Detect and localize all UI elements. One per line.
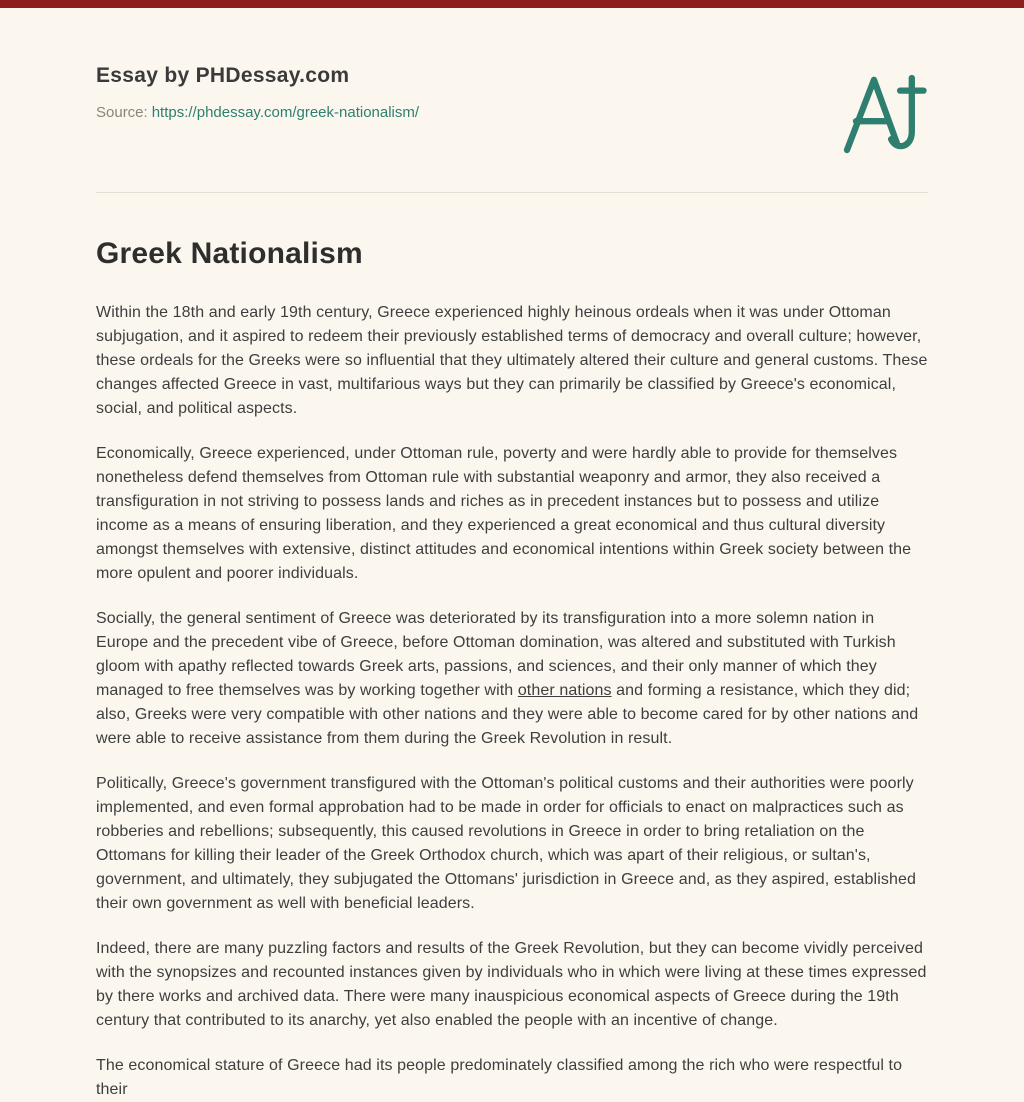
paragraph: The economical stature of Greece had its people predominately classified among the rich who were respectful to their bbox=[96, 1057, 903, 1098]
other-nations-link[interactable]: other nations bbox=[517, 682, 612, 699]
paragraph-text: and forming a resistance, which they did; also, Greeks were very compatible with other nations and they were able to become cared for by other nations and were able to receive assistance from them during the Greek Revolution in result. bbox=[96, 682, 919, 747]
paragraph: Economically, Greece experienced, under Ottoman rule, poverty and were hardly able to provide for themselves nonetheless defend themselves from Ottoman rule with substantial weaponry and armor, they also received a transfiguration in not striving to possess lands and riches as in precedent instances but to possess and utilize income as a means of ensuring liberation, and they experienced a great economical and thus cultural diversity amongst themselves with extensive, distinct attitudes and economical intentions within Greek society between the more opulent and poorer individuals. bbox=[96, 445, 912, 582]
source-label: Source: bbox=[96, 104, 148, 121]
paragraph: Within the 18th and early 19th century, Greece experienced highly heinous ordeals when it was under Ottoman subjugation, and it aspired to redeem their previously established terms of democracy and overall culture; however, these ordeals for the Greeks were so influential that they ultimately altered their culture and general customs. These changes affected Greece in vast, multifarious ways but they can primarily be classified by Greece's economical, social, and political aspects. bbox=[96, 304, 928, 417]
byline: Essay by PHDessay.com bbox=[96, 64, 350, 87]
paragraph bbox=[96, 607, 928, 751]
header-divider bbox=[96, 192, 928, 193]
paragraph: Indeed, there are many puzzling factors and results of the Greek Revolution, but they can become vividly perceived with the synopsizes and recounted instances given by individuals who in which were living at these times expressed by there works and archived data. There were many inauspicious economical aspects of Greece during the 19th century that contributed to its anarchy, yet also enabled the people with an incentive of change. bbox=[96, 940, 927, 1029]
top-accent-bar bbox=[0, 0, 1024, 8]
source-link[interactable]: https://phdessay.com/greek-nationalism/ bbox=[151, 104, 420, 121]
page-header bbox=[96, 64, 928, 160]
header-text-block bbox=[96, 64, 419, 121]
content-area bbox=[0, 64, 1024, 1102]
source-line bbox=[96, 104, 419, 121]
paragraph: Politically, Greece's government transfigured with the Ottoman's political customs and their authorities were poorly implemented, and even formal approbation had to be made in order for officials to enact on malpractices such as robberies and rebellions; subsequently, this caused revolutions in Greece in order to bring retaliation on the Ottomans for killing their leader of the Greek Orthodox church, which was apart of their religious, or sultan's, government, and ultimately, they subjugated the Ottomans' jurisdiction in Greece and, as they aspired, established their own government as well with beneficial leaders. bbox=[96, 775, 916, 912]
paragraph-text: Socially, the general sentiment of Greece was deteriorated by its transfiguration into a more solemn nation in Europe and the precedent vibe of Greece, before Ottoman domination, was altered and substituted with Turkish gloom with apathy reflected towards Greek arts, passions, and sciences, and their only manner of which they managed to free themselves was by working together with bbox=[96, 610, 896, 699]
page-title: Greek Nationalism bbox=[96, 237, 363, 270]
a-plus-logo-icon bbox=[838, 68, 928, 160]
essay-article bbox=[96, 237, 928, 1102]
